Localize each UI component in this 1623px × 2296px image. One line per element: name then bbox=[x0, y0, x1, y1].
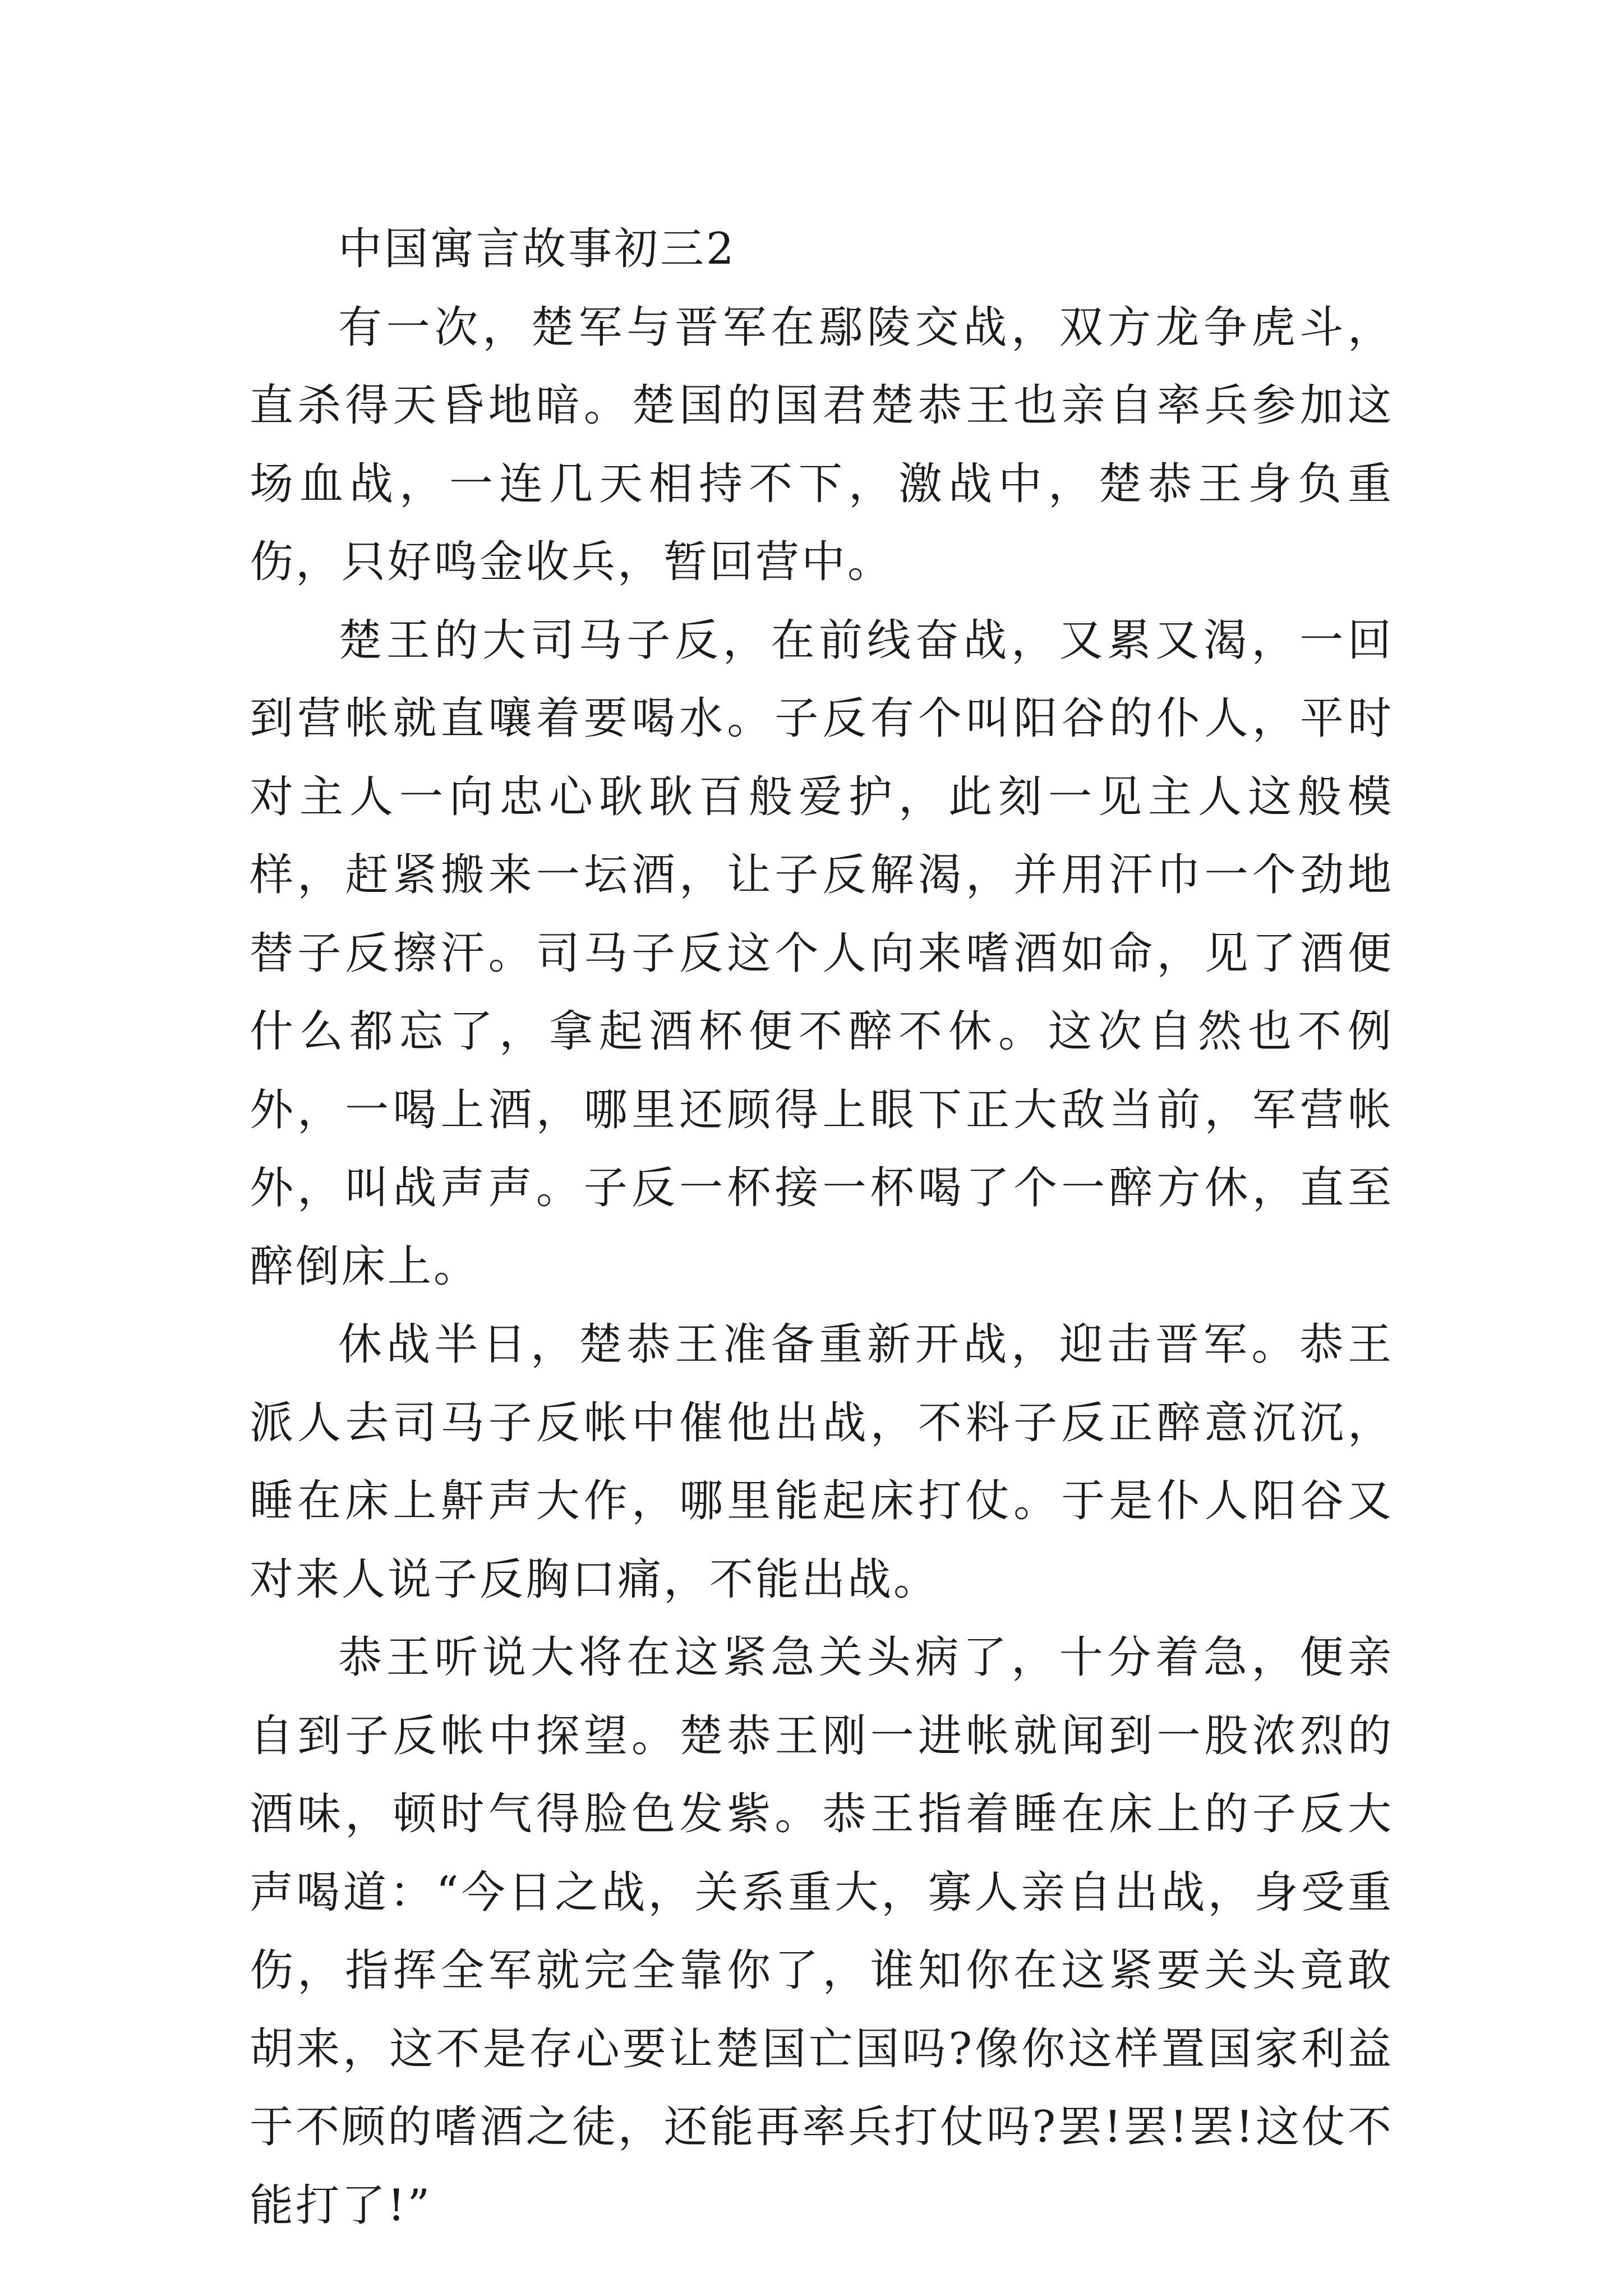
document-title: 中国寓言故事初三2 bbox=[338, 224, 736, 274]
paragraph-1: 有一次，楚军与晋军在鄢陵交战，双方龙争虎斗，直杀得天昏地暗。楚国的国君楚恭王也亲自率兵参加这场血战，一连几天相持不下，激战中，楚恭王身负重伤，只好鸣金收兵，暂回营中。 bbox=[250, 302, 1394, 587]
document-body bbox=[250, 210, 1394, 2245]
paragraph-3: 休战半日，楚恭王准备重新开战，迎击晋军。恭王派人去司马子反帐中催他出战，不料子反正醉意沉沉，睡在床上鼾声大作，哪里能起床打仗。于是仆人阳谷又对来人说子反胸口痛，不能出战。 bbox=[250, 1319, 1394, 1605]
paragraph-2: 楚王的大司马子反，在前线奋战，又累又渴，一回到营帐就直嚷着要喝水。子反有个叫阳谷的仆人，平时对主人一向忠心耿耿百般爱护，此刻一见主人这般模样，赶紧搬来一坛酒，让子反解渴，并用汗巾一个劲地替子反擦汗。司马子反这个人向来嗜酒如命，见了酒便什么都忘了，拿起酒杯便不醉不休。这次自然也不例外，一喝上酒，哪里还顾得上眼下正大敌当前，军营帐外，叫战声声。子反一杯接一杯喝了个一醉方休，直至醉倒床上。 bbox=[250, 615, 1394, 1292]
paragraph-4: 恭王听说大将在这紧急关头病了，十分着急，便亲自到子反帐中探望。楚恭王刚一进帐就闻到一股浓烈的酒味，顿时气得脸色发紫。恭王指着睡在床上的子反大声喝道：“今日之战，关系重大，寡人亲自出战，身受重伤，指挥全军就完全靠你了，谁知你在这紧要关头竟敢胡来，这不是存心要让楚国亡国吗?像你这样置国家利益于不顾的嗜酒之徒，还能再率兵打仗吗?罢!罢!罢!这仗不能打了!” bbox=[250, 1632, 1394, 2231]
